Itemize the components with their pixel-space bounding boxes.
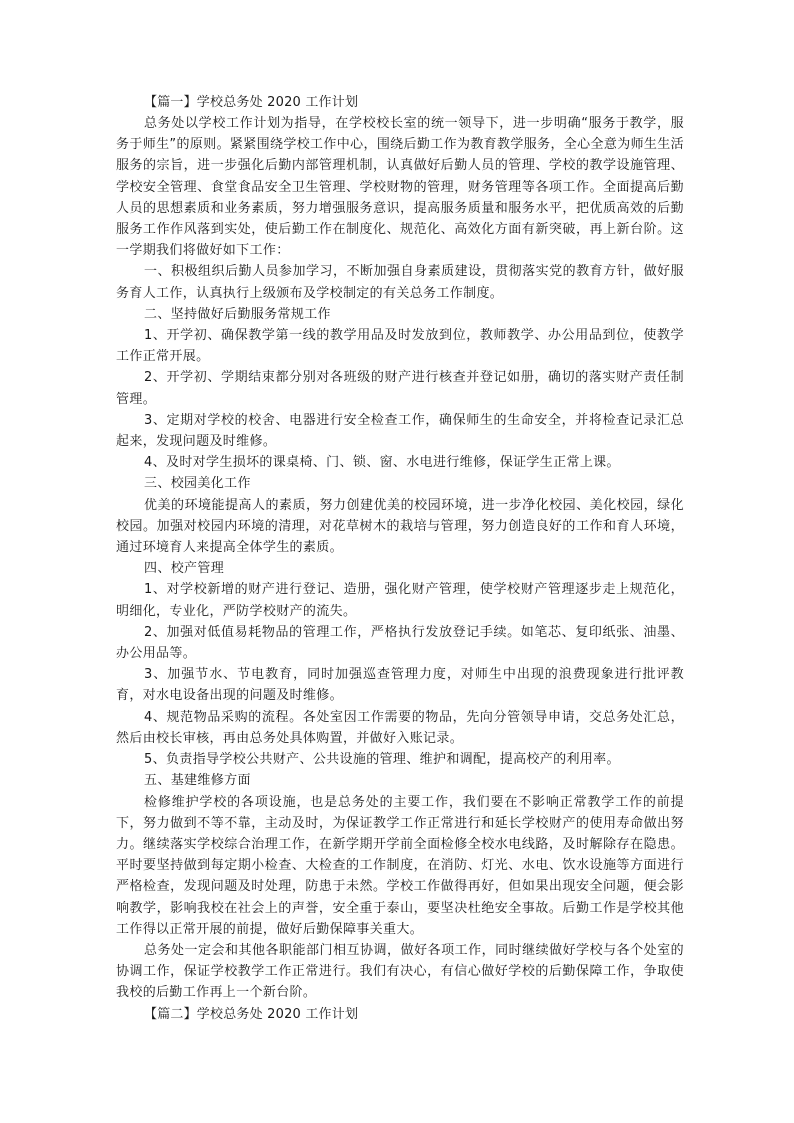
list-item: 1、开学初、确保教学第一线的教学用品及时发放到位，教师教学、办公用品到位，使教学工作正常开展。	[116, 328, 684, 365]
paragraph: 总务处一定会和其他各职能部门相互协调，做好各项工作，同时继续做好学校与各个处室的协调工作，保证学校教学工作正常进行。我们有决心，有信心做好学校的后勤保障工作，争取使我校的后勤工作再上一个新台阶。	[116, 942, 684, 1001]
list-item: 4、规范物品采购的流程。各处室因工作需要的物品，先向分管领导申请，交总务处汇总，然后由校长审核，再由总务处具体购置，并做好入账记录。	[116, 709, 684, 746]
subheading: 三、校园美化工作	[144, 476, 251, 492]
list-item: 3、定期对学校的校舍、电器进行安全检查工作，确保师生的生命安全，并将检查记录汇总起来，发现问题及时维修。	[116, 412, 684, 450]
list-item: 5、负责指导学校公共财产、公共设施的管理、维护和调配，提高校产的利用率。	[144, 752, 620, 768]
subheading: 二、坚持做好后勤服务常规工作	[144, 306, 331, 322]
list-item: 4、及时对学生损坏的课桌椅、门、锁、窗、水电进行维修，保证学生正常上课。	[144, 455, 620, 471]
paragraph: 一、积极组织后勤人员参加学习，不断加强自身素质建设，贯彻落实党的教育方针，做好服务育人工作，认真执行上级颁布及学校制定的有关总务工作制度。	[116, 264, 684, 301]
list-item: 3、加强节水、节电教育，同时加强巡查管理力度，对师生中出现的浪费现象进行批评教育，对水电设备出现的问题及时维修。	[116, 667, 684, 704]
list-item: 2、开学初、学期结束都分别对各班级的财产进行核查并登记如册，确切的落实财产责任制管理。	[116, 370, 684, 407]
subheading: 五、基建维修方面	[144, 773, 251, 789]
paragraph: 优美的环境能提高人的素质，努力创建优美的校园环境，进一步净化校园、美化校园，绿化校园。加强对校园内环境的清理，对花草树木的栽培与管理，努力创造良好的工作和育人环境，通过环境育人来提高全体学生的素质。	[116, 497, 684, 556]
list-item: 2、加强对低值易耗物品的管理工作，严格执行发放登记手续。如笔芯、复印纸张、油墨、办公用品等。	[116, 624, 684, 662]
paragraph: 总务处以学校工作计划为指导，在学校校长室的统一领导下，进一步明确“服务于教学，服务于师生”的原则。紧紧围绕学校工作中心，围绕后勤工作为教育教学服务，全心全意为师生生活服务的宗旨，进一步强化后勤内部管理机制，认真做好后勤人员的管理、学校的教学设施管理、学校安全管理、食堂食品安全卫生管理、学校财物的管理，财务管理等各项工作。全面提高后勤人员的思想素质和业务素质，努力增强服务意识，提高服务质量和服务水平，把优质高效的后勤服务工作作风落到实处，使后勤工作在制度化、规范化、高效化方面有新突破，再上新台阶。这一学期我们将做好如下工作：	[116, 116, 684, 259]
section-heading: 【篇一】学校总务处 2020 工作计划	[144, 95, 359, 110]
subheading: 四、校产管理	[144, 561, 225, 577]
paragraph: 检修维护学校的各项设施，也是总务处的主要工作，我们要在不影响正常教学工作的前提下，努力做到不等不靠，主动及时，为保证教学工作正常进行和延长学校财产的使用寿命做出努力。继续落实学校综合治理工作，在新学期开学前全面检修全校水电线路，及时解除存在隐患。平时要坚持做到每定期小检查、大检查的工作制度，在消防、灯光、水电、饮水设施等方面进行严格检查，发现问题及时处理，防患于未然。学校工作做得再好，但如果出现安全问题，便会影响教学，影响我校在社会上的声誉，安全重于泰山，要坚决杜绝安全事故。后勤工作是学校其他工作得以正常开展的前提，做好后勤保障事关重大。	[116, 794, 684, 937]
document-page	[116, 92, 684, 1025]
section-heading: 【篇二】学校总务处 2020 工作计划	[144, 1006, 359, 1022]
list-item: 1、对学校新增的财产进行登记、造册，强化财产管理，使学校财产管理逐步走上规范化，明细化，专业化，严防学校财产的流失。	[116, 582, 684, 619]
